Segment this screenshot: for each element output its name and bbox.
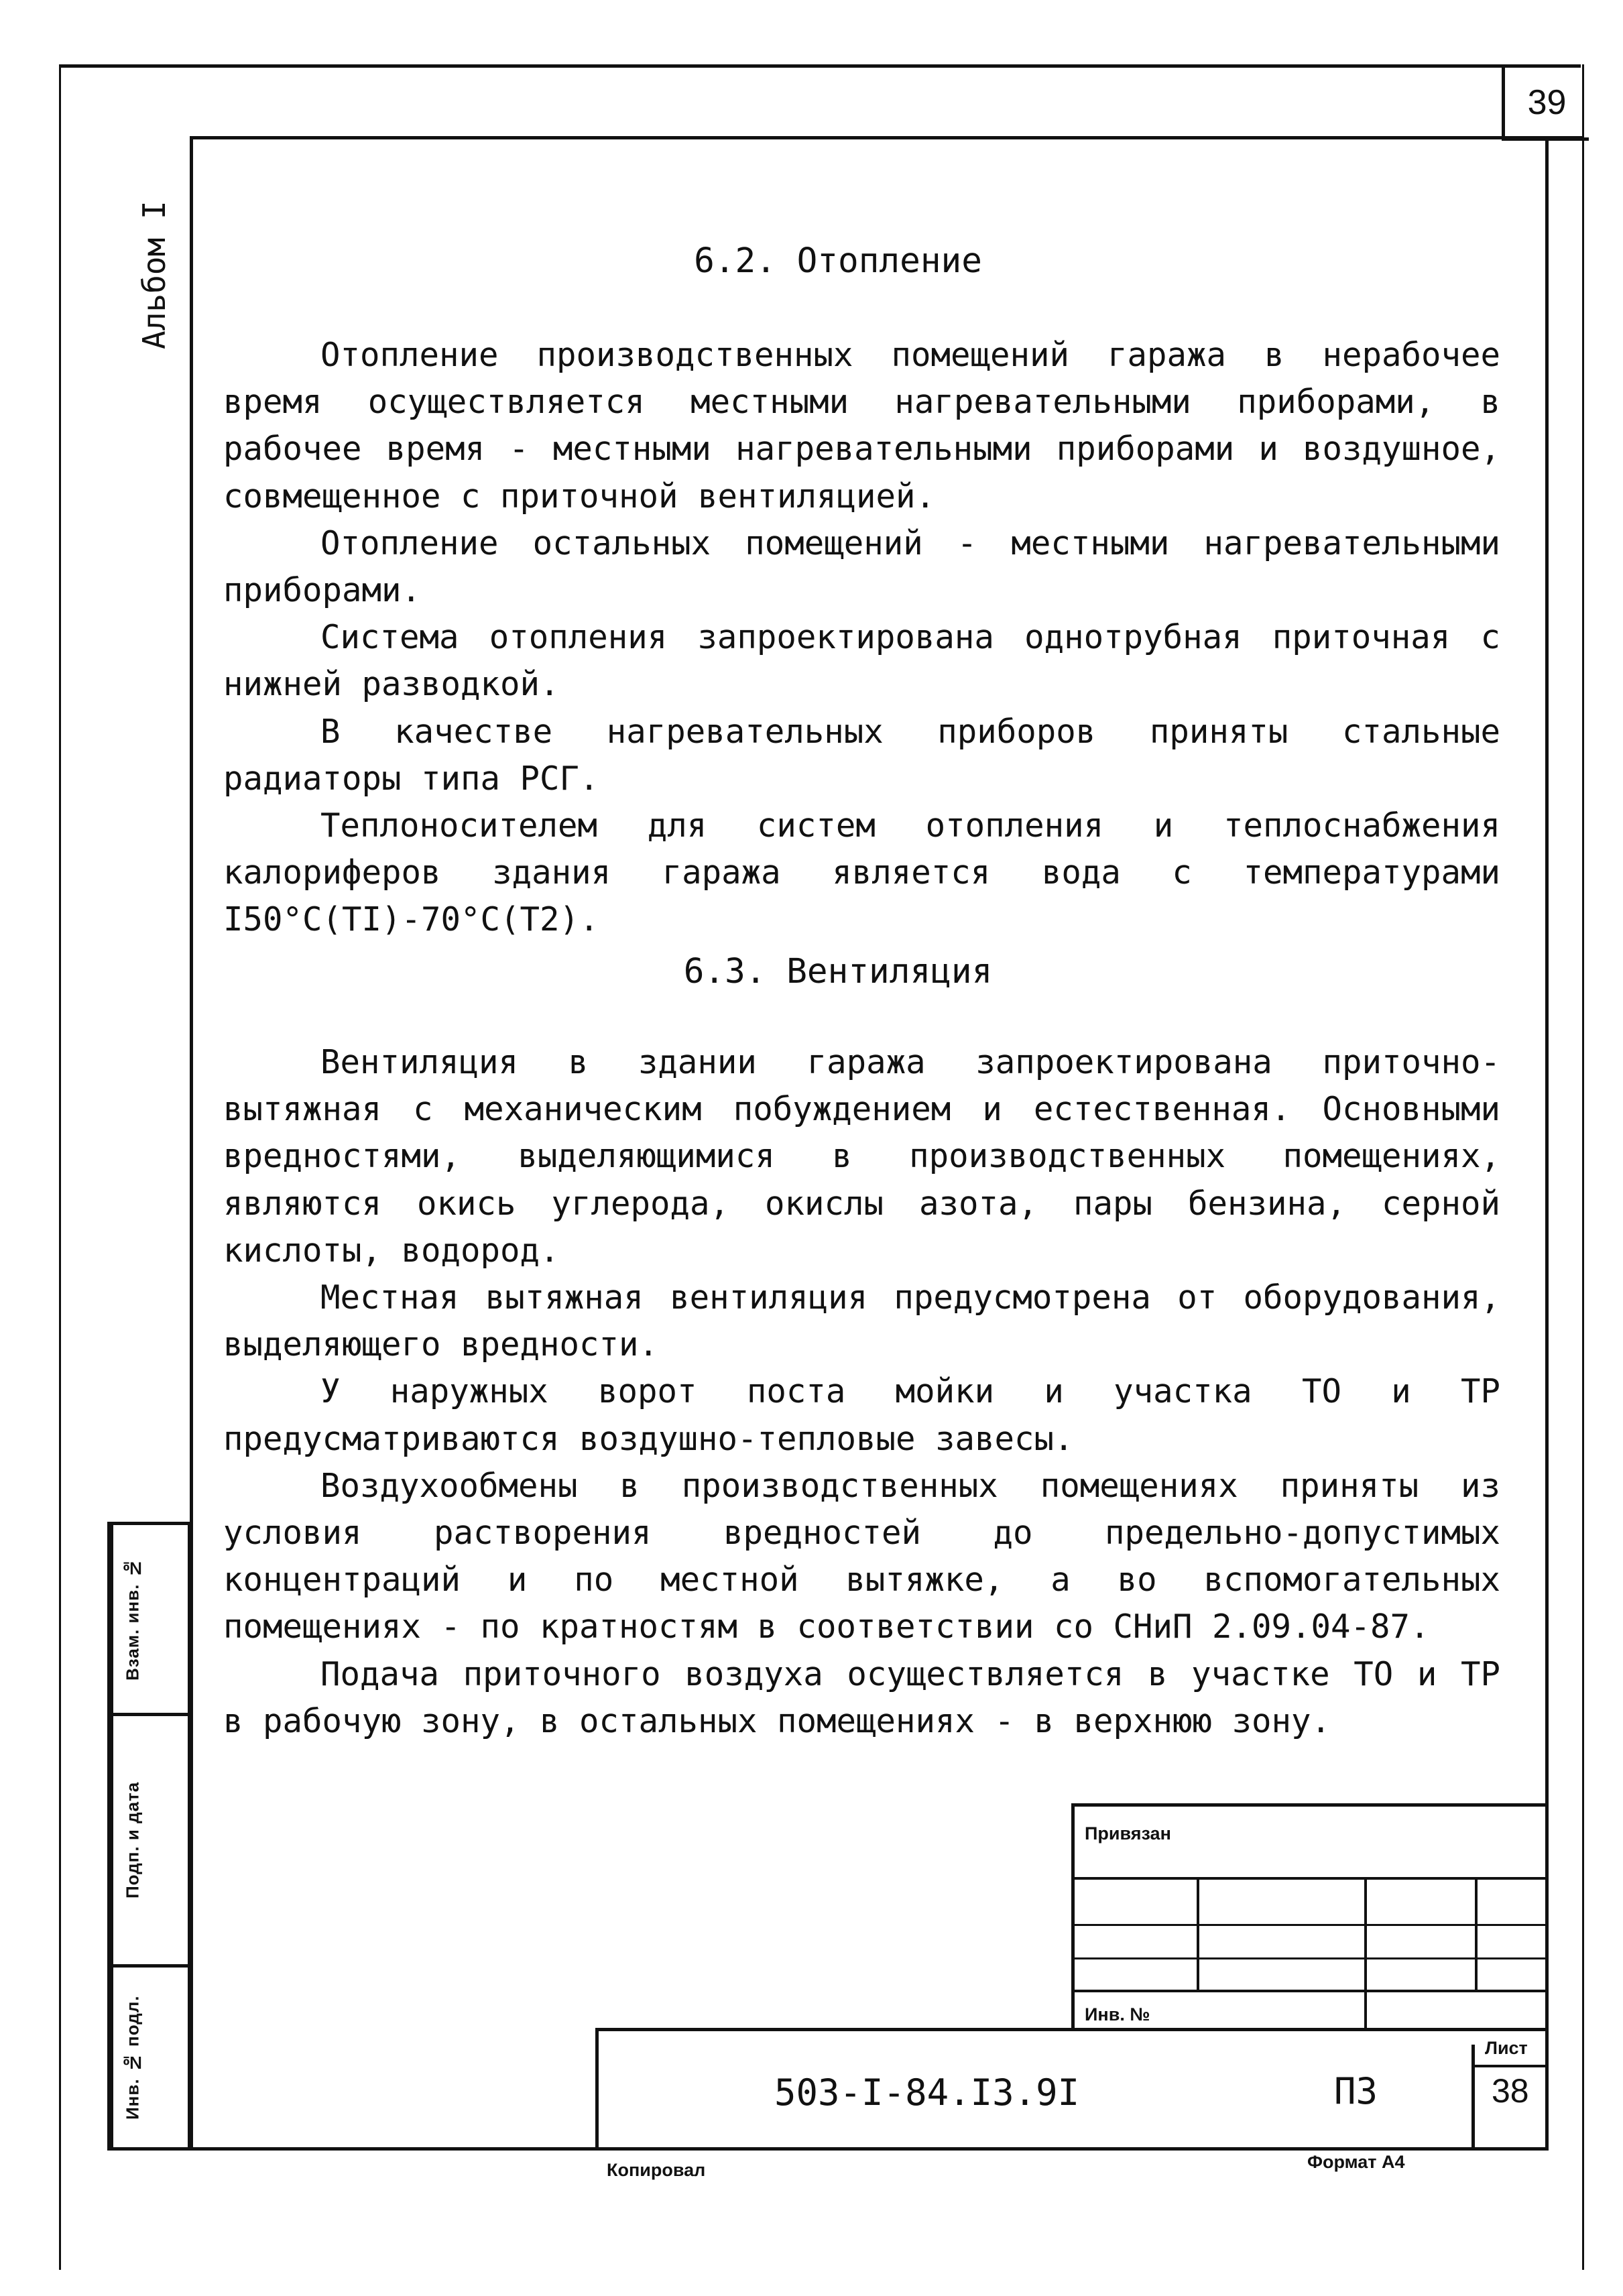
inv-no-label: Инв. №	[1085, 2004, 1150, 2025]
outer-left-border	[59, 64, 61, 2270]
ventilation-paragraph: Подача приточного воздуха осуществляется в участке ТО и ТР в рабочую зону, в остальных помещениях - в верхнюю зону.	[223, 1654, 1500, 1740]
side-stamp-inv-podl	[107, 1964, 191, 2151]
ventilation-paragraph: Вентиляция в здании гаража запроектирована приточно-вытяжная с механическим побуждением и естественная. Основными вредностями, выделяющимися в производственных помещениях, являются окись углерода, окислы азота, пары бензина, серной кислоты, водород.	[223, 1043, 1500, 1270]
list-label: Лист	[1485, 2038, 1528, 2058]
outer-right-border	[1582, 64, 1584, 2270]
heating-paragraph: Отопление остальных помещений - местными нагревательными приборами.	[223, 524, 1500, 610]
document-code: 503-I-84.I3.9I	[774, 2071, 1080, 2114]
list-number: 38	[1492, 2072, 1529, 2110]
tb-top-border	[1071, 1803, 1549, 1807]
list-box-left	[1471, 2045, 1475, 2151]
frame-top-border	[191, 136, 1584, 139]
tb-col-line	[1197, 1877, 1199, 1991]
heating-body	[223, 332, 1500, 944]
side-stamp-podp-data	[107, 1713, 191, 1968]
format-label: Формат А4	[1307, 2152, 1405, 2172]
main-stamp-top	[595, 2028, 1549, 2031]
album-label: Альбом I	[136, 200, 172, 349]
heading-ventilation: 6.3. Вентиляция	[683, 952, 993, 991]
outer-top-border	[59, 64, 1581, 68]
ventilation-body	[223, 1039, 1500, 1745]
document-type: ПЗ	[1334, 2070, 1378, 2112]
tb-col-line	[1364, 1877, 1367, 2031]
vzam-inv-label: Взам. инв. №	[111, 1525, 152, 1713]
heading-heating: 6.2. Отопление	[694, 241, 982, 281]
inv-podl-label: Инв. № подл.	[111, 1968, 152, 2147]
privyazan-label: Привязан	[1085, 1823, 1171, 1844]
side-stamp-vzam-inv	[107, 1522, 191, 1716]
heating-paragraph: Система отопления запроектирована однотрубная приточная с нижней разводкой.	[223, 618, 1500, 704]
copied-label: Копировал	[607, 2160, 706, 2180]
main-stamp-left	[595, 2028, 599, 2151]
sheet-number-top: 39	[1502, 67, 1589, 141]
tb-left-border	[1071, 1803, 1075, 2031]
ventilation-paragraph: У наружных ворот поста мойки и участка ТО и ТР предусматриваются воздушно-тепловые завесы.	[223, 1372, 1500, 1458]
heating-paragraph: В качестве нагревательных приборов приняты стальные радиаторы типа РСГ.	[223, 712, 1500, 798]
heating-paragraph: Отопление производственных помещений гаража в нерабочее время осуществляется местными нагревательными приборами, в рабочее время - местными нагревательными приборами и воздушное, совмещенное с приточной вентиляцией.	[223, 336, 1500, 516]
list-box-divider	[1471, 2065, 1549, 2067]
tb-col-line	[1475, 1877, 1478, 1991]
frame-bottom-border	[107, 2147, 1549, 2151]
ventilation-paragraph: Воздухообмены в производственных помещениях приняты из условия растворения вредностей до предельно-допустимых концентраций и по местной вытяжке, а во вспомогательных помещениях - по кратностям в соответствии со СНиП 2.09.04-87.	[223, 1466, 1500, 1646]
podp-data-label: Подп. и дата	[111, 1716, 152, 1964]
heating-paragraph: Теплоносителем для систем отопления и теплоснабжения калориферов здания гаража является вода с температурами I50°C(TI)-70°C(T2).	[223, 806, 1500, 939]
frame-right-border	[1545, 136, 1549, 2151]
ventilation-paragraph: Местная вытяжная вентиляция предусмотрена от оборудования, выделяющего вредности.	[223, 1278, 1500, 1364]
